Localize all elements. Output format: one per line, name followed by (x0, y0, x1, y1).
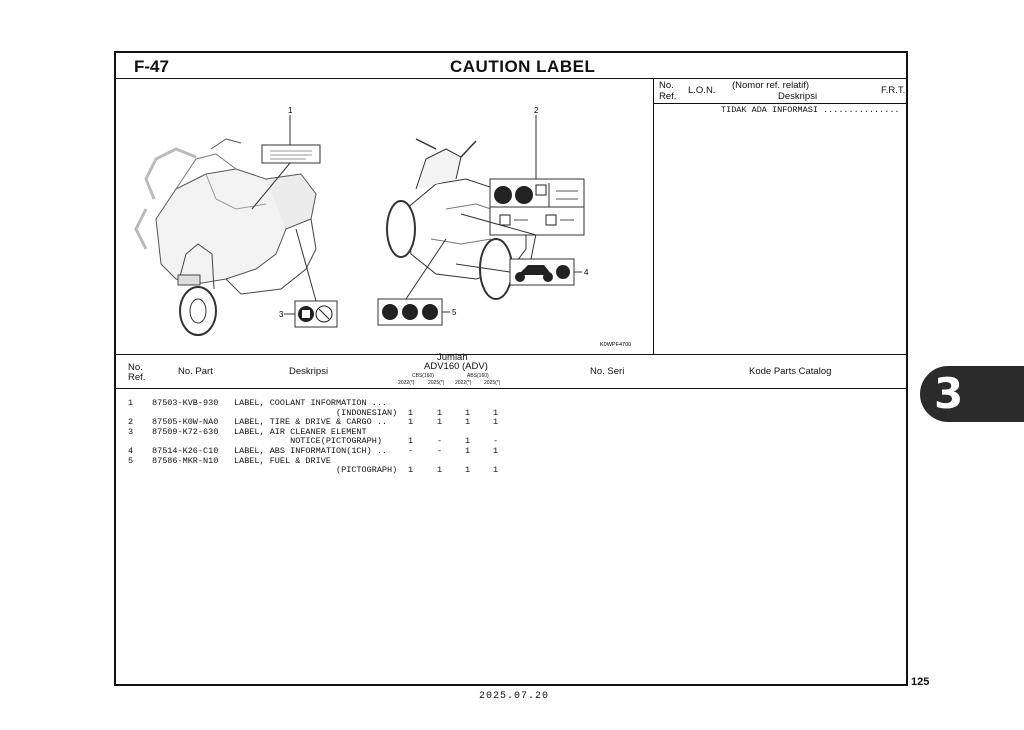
cell-part: 87503-KVB-930 (152, 398, 219, 408)
cell-q3: 1 (465, 436, 471, 447)
info-col-deskripsi: Deskripsi (778, 91, 818, 102)
info-entry: TIDAK ADA INFORMASI ............... (721, 105, 900, 115)
cell-desc: LABEL, FUEL & DRIVE (234, 455, 331, 466)
callout-4: 4 (584, 268, 589, 277)
table-row (116, 465, 910, 475)
page-number: 125 (911, 676, 930, 688)
info-panel-divider (653, 78, 654, 354)
section-tab (920, 366, 1024, 422)
col-ref: Ref. (128, 372, 146, 383)
cell-desc: LABEL, ABS INFORMATION(1CH) .. (234, 446, 388, 456)
table-row (116, 427, 910, 437)
cell-ref: 3 (128, 426, 134, 437)
cell-ref: 4 (128, 446, 134, 456)
table-row (116, 398, 910, 408)
cell-desc: (PICTOGRAPH) (234, 465, 398, 476)
cell-part: 87514-K26-C10 (152, 446, 219, 456)
cell-q2: 1 (437, 465, 443, 476)
col-no: No. (128, 362, 143, 373)
cell-q1: 1 (408, 417, 414, 428)
table-row (116, 446, 910, 456)
catalog-page-frame (114, 51, 908, 686)
col-year-1: 2022(*) (398, 380, 415, 386)
col-no-part: No. Part (178, 366, 213, 377)
info-col-frt: F.R.T. (881, 85, 906, 96)
col-kode-catalog: Kode Parts Catalog (749, 366, 832, 377)
cell-q3: 1 (465, 417, 471, 428)
cell-part: 87505-K0W-NA0 (152, 417, 219, 428)
cell-q2: 1 (437, 417, 443, 428)
info-col-lon: L.O.N. (688, 85, 716, 96)
col-sub-abs: ABS(160) (467, 373, 489, 379)
cell-q3: 1 (465, 465, 471, 476)
section-tab-label: 3 (934, 369, 964, 418)
scooter-left-illustration (136, 139, 316, 335)
cell-desc: LABEL, TIRE & DRIVE & CARGO .. (234, 417, 388, 428)
cell-q1: 1 (408, 465, 414, 476)
cell-part: 87586-MKR-N10 (152, 455, 219, 466)
label-3-drawing (284, 229, 337, 327)
cell-q2: 1 (437, 407, 443, 418)
diagram-image-code: K0WPF4700 (600, 342, 632, 348)
callout-1: 1 (288, 106, 293, 115)
info-col-ref: Ref. (659, 91, 677, 102)
col-year-3: 2022(*) (455, 380, 472, 386)
cell-desc: NOTICE(PICTOGRAPH) (234, 436, 382, 447)
info-header-divider (653, 103, 906, 104)
info-col-no: No. (659, 80, 674, 91)
cell-desc: LABEL, AIR CLEANER ELEMENT (234, 426, 367, 437)
cell-desc: (INDONESIAN) (234, 407, 398, 418)
col-year-2: 2025(*) (428, 380, 445, 386)
page-title: CAUTION LABEL (450, 57, 596, 76)
cell-q4: 1 (493, 407, 499, 418)
callout-5: 5 (452, 308, 457, 317)
col-jumlah: Jumlah (437, 352, 468, 363)
figure-code: F-47 (134, 57, 169, 76)
cell-q2: - (437, 446, 443, 456)
cell-q1: 1 (408, 436, 414, 447)
cell-q4: 1 (493, 446, 499, 456)
cell-q4: - (493, 436, 499, 447)
callout-2: 2 (534, 106, 539, 115)
col-no-seri: No. Seri (590, 366, 625, 377)
cell-ref: 2 (128, 417, 134, 428)
parts-diagram (116, 79, 652, 353)
cell-q3: 1 (465, 446, 471, 456)
cell-q2: - (437, 436, 443, 447)
footer-date: 2025.07.20 (479, 691, 550, 702)
cell-ref: 5 (128, 455, 134, 466)
cell-part: 87509-K72-630 (152, 426, 219, 437)
cell-desc: LABEL, COOLANT INFORMATION ... (234, 398, 388, 408)
col-model: ADV160 (ADV) (424, 361, 488, 372)
cell-q1: - (408, 446, 414, 456)
table-header-divider (116, 388, 906, 389)
table-row (116, 417, 910, 427)
table-top-divider (116, 354, 906, 355)
table-row (116, 436, 910, 446)
cell-q3: 1 (465, 407, 471, 418)
info-col-nomor: (Nomor ref. relatif) (732, 80, 810, 91)
table-row (116, 408, 910, 418)
callout-3: 3 (279, 310, 284, 319)
col-year-4: 2025(*) (484, 380, 501, 386)
cell-q4: 1 (493, 417, 499, 428)
col-deskripsi: Deskripsi (289, 366, 329, 377)
cell-q1: 1 (408, 407, 414, 418)
table-row (116, 456, 910, 466)
cell-ref: 1 (128, 398, 134, 408)
cell-q4: 1 (493, 465, 499, 476)
col-sub-cbs: CBS(160) (412, 373, 434, 379)
